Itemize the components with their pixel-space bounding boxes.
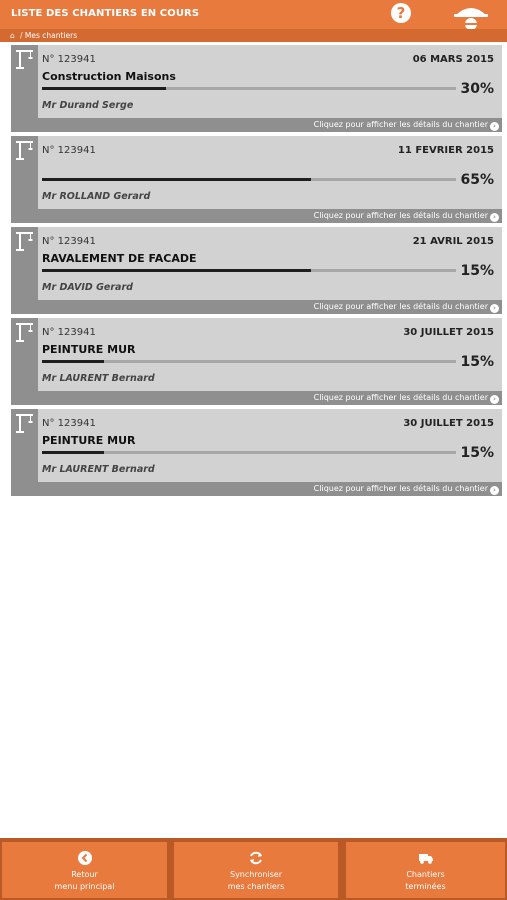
progress-percent: 15%: [460, 263, 494, 279]
arrow-left-circle-icon: [77, 850, 93, 866]
sync-label-2: mes chantiers: [227, 882, 285, 891]
crane-icon: [14, 48, 34, 70]
chantier-number: N° 123941: [42, 236, 96, 247]
finished-label-1: Chantiers: [406, 870, 445, 879]
finished-sites-button[interactable]: [346, 842, 505, 898]
chantier-owner: Mr ROLLAND Gerard: [42, 191, 151, 202]
chantier-owner: Mr DAVID Gerard: [42, 282, 133, 293]
sync-button[interactable]: [174, 842, 338, 898]
crane-icon: [14, 230, 34, 252]
details-label: Cliquez pour afficher les détails du chantier: [313, 393, 488, 402]
chantier-name: PEINTURE MUR: [42, 343, 136, 356]
details-link[interactable]: [11, 391, 502, 405]
chantier-name: RAVALEMENT DE FACADE: [42, 252, 197, 265]
chantier-number: N° 123941: [42, 327, 96, 338]
breadcrumb: [0, 29, 507, 42]
chantier-date: 06 MARS 2015: [412, 54, 494, 65]
chantier-number: N° 123941: [42, 418, 96, 429]
chantier-card[interactable]: [11, 318, 502, 405]
progress-fill: [42, 269, 311, 272]
progress-percent: 30%: [460, 81, 494, 97]
page-title: LISTE DES CHANTIERS EN COURS: [11, 8, 200, 19]
chantier-name: PEINTURE MUR: [42, 434, 136, 447]
back-button[interactable]: [2, 842, 167, 898]
finished-label-2: terminées: [405, 882, 446, 891]
truck-icon: [418, 850, 434, 866]
details-link[interactable]: [11, 209, 502, 223]
chantier-card[interactable]: [11, 136, 502, 223]
chantier-number: N° 123941: [42, 145, 96, 156]
back-label-2: menu principal: [54, 882, 115, 891]
progress-bar: [42, 87, 456, 90]
details-link[interactable]: [11, 300, 502, 314]
crane-icon: [14, 321, 34, 343]
card-sidebar: [11, 136, 38, 209]
details-label: Cliquez pour afficher les détails du chantier: [313, 484, 488, 493]
chantier-date: 30 JUILLET 2015: [403, 327, 494, 338]
crane-icon: [14, 139, 34, 161]
bottom-navigation: [0, 838, 507, 900]
chevron-right-icon: ›: [490, 213, 499, 222]
chevron-right-icon: ›: [490, 486, 499, 495]
crane-icon: [14, 412, 34, 434]
app-header: [0, 0, 507, 29]
details-link[interactable]: [11, 482, 502, 496]
progress-bar: [42, 451, 456, 454]
chevron-right-icon: ›: [490, 122, 499, 131]
chantier-date: 11 FEVRIER 2015: [397, 145, 494, 156]
card-sidebar: [11, 409, 38, 482]
chantier-number: N° 123941: [42, 54, 96, 65]
chantier-list: [11, 45, 502, 500]
details-label: Cliquez pour afficher les détails du chantier: [313, 120, 488, 129]
progress-fill: [42, 451, 104, 454]
chantier-owner: Mr Durand Serge: [42, 100, 134, 111]
progress-bar: [42, 178, 456, 181]
help-icon[interactable]: ?: [391, 3, 411, 23]
progress-fill: [42, 360, 104, 363]
details-link[interactable]: [11, 118, 502, 132]
chantier-card[interactable]: [11, 409, 502, 496]
progress-bar: [42, 269, 456, 272]
back-label-1: Retour: [71, 870, 98, 879]
progress-percent: 15%: [460, 354, 494, 370]
chantier-date: 30 JUILLET 2015: [403, 418, 494, 429]
card-sidebar: [11, 227, 38, 300]
chantier-name: Construction Maisons: [42, 70, 176, 83]
worker-helmet-icon[interactable]: [451, 0, 491, 30]
details-label: Cliquez pour afficher les détails du chantier: [313, 211, 488, 220]
progress-percent: 65%: [460, 172, 494, 188]
chevron-right-icon: ›: [490, 395, 499, 404]
chantier-owner: Mr LAURENT Bernard: [42, 464, 155, 475]
card-sidebar: [11, 45, 38, 118]
progress-bar: [42, 360, 456, 363]
breadcrumb-current: / Mes chantiers: [20, 31, 78, 40]
chantier-card[interactable]: [11, 227, 502, 314]
card-sidebar: [11, 318, 38, 391]
progress-percent: 15%: [460, 445, 494, 461]
refresh-icon: [248, 850, 264, 866]
progress-fill: [42, 178, 311, 181]
chevron-right-icon: ›: [490, 304, 499, 313]
home-icon[interactable]: ⌂: [10, 31, 15, 40]
progress-fill: [42, 87, 166, 90]
chantier-card[interactable]: [11, 45, 502, 132]
sync-label-1: Synchroniser: [229, 870, 283, 879]
details-label: Cliquez pour afficher les détails du chantier: [313, 302, 488, 311]
chantier-date: 21 AVRIL 2015: [412, 236, 494, 247]
chantier-owner: Mr LAURENT Bernard: [42, 373, 155, 384]
